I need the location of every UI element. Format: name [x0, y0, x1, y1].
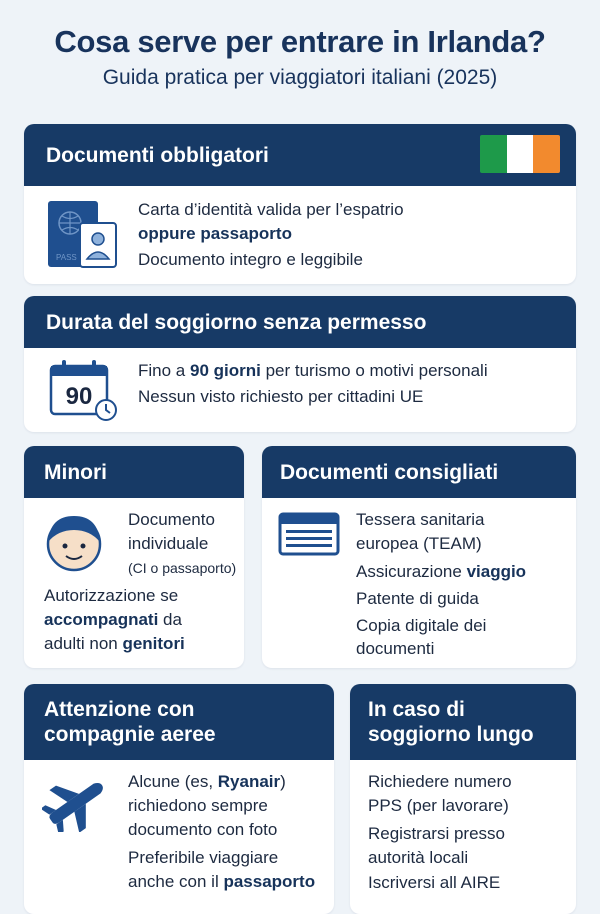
minori-line-1: Documento	[128, 510, 215, 529]
passport-label: PASS	[56, 253, 77, 262]
doc-line-3: Documento integro e leggibile	[138, 250, 363, 269]
minori-line-3: (CI o passaporto)	[128, 560, 237, 576]
aeree-line-5-bold: passaporto	[223, 872, 316, 891]
page-title: Cosa serve per entrare in Irlanda?	[54, 24, 546, 59]
aeree-line-1-bold: Ryanair	[217, 772, 281, 791]
aeree-line-5-pre: anche con il	[128, 872, 224, 891]
aeree-line-5	[128, 870, 315, 894]
card-documenti-consigliati	[262, 446, 576, 668]
durata-line-1-post: per turismo o motivi personali	[260, 361, 488, 380]
minori-auth-2	[44, 608, 182, 632]
card-heading: Documenti obbligatori	[46, 143, 269, 167]
lungo-line-4: autorità locali	[368, 848, 469, 867]
minori-line-2: individuale	[128, 534, 209, 553]
consigliati-item-2	[356, 560, 526, 584]
card-heading-1: In caso di	[368, 698, 465, 721]
passport-id-icon	[46, 199, 120, 271]
child-face-icon	[42, 510, 106, 574]
card-heading: Minori	[44, 460, 107, 484]
durata-line-1	[138, 359, 488, 383]
consigliati-item-4b: documenti	[356, 639, 435, 658]
minori-auth-3	[44, 632, 185, 656]
card-header	[24, 684, 334, 760]
durata-line-2: Nessun visto richiesto per cittadini UE	[138, 387, 424, 406]
card-heading-1: Attenzione con	[44, 698, 195, 721]
aeree-line-1-pre: Alcune (es,	[128, 772, 218, 791]
consigliati-item-3: Patente di guida	[356, 589, 479, 608]
consigliati-item-1a: Tessera sanitaria	[356, 510, 485, 529]
card-heading-2: soggiorno lungo	[368, 723, 534, 746]
card-soggiorno-lungo	[350, 684, 576, 914]
minori-auth-2-post: da	[158, 610, 182, 629]
doc-line-2	[138, 222, 292, 246]
card-header	[262, 446, 576, 498]
card-durata-soggiorno	[24, 296, 576, 432]
card-heading-2: compagnie aeree	[44, 723, 216, 746]
irish-flag-icon	[480, 135, 560, 173]
durata-line-1-bold: 90 giorni	[189, 361, 261, 380]
card-heading: Durata del soggiorno senza permesso	[46, 310, 427, 334]
card-header	[350, 684, 576, 760]
doc-line-2-bold: oppure passaporto	[138, 224, 292, 243]
minori-auth-3-pre: adulti non	[44, 634, 123, 653]
consigliati-item-2-bold: viaggio	[466, 562, 527, 581]
lungo-line-2: PPS (per lavorare)	[368, 796, 509, 815]
page-subtitle: Guida pratica per viaggiatori italiani (2025)	[102, 66, 498, 89]
durata-line-1-pre: Fino a	[138, 361, 190, 380]
aeree-line-1	[128, 770, 286, 794]
card-minori	[24, 446, 244, 668]
aeree-line-3: documento con foto	[128, 820, 278, 839]
aeree-line-4: Preferibile viaggiare	[128, 848, 279, 867]
minori-auth-2-bold: accompagnati	[44, 610, 159, 629]
card-compagnie-aeree	[24, 684, 334, 914]
consigliati-item-4a: Copia digitale dei	[356, 616, 487, 635]
consigliati-item-2-pre: Assicurazione	[356, 562, 467, 581]
doc-line-1: Carta d’identità valida per l’espatrio	[138, 200, 404, 219]
consigliati-item-1b: europea (TEAM)	[356, 534, 482, 553]
calendar-number: 90	[65, 383, 93, 410]
card-documenti-obbligatori	[24, 124, 576, 284]
card-header	[24, 446, 244, 498]
minori-auth-1: Autorizzazione se	[44, 586, 179, 605]
minori-auth-3-bold: genitori	[122, 634, 185, 653]
aeree-line-1-post: )	[280, 772, 286, 791]
aeree-line-2: richiedono sempre	[128, 796, 268, 815]
airplane-icon	[42, 776, 108, 832]
calendar-icon	[48, 358, 122, 424]
health-card-icon	[278, 512, 340, 556]
card-header	[24, 296, 576, 348]
card-heading: Documenti consigliati	[280, 460, 499, 484]
lungo-line-1: Richiedere numero	[368, 772, 512, 791]
lungo-line-3: Registrarsi presso	[368, 824, 505, 843]
lungo-line-5: Iscriversi all AIRE	[368, 873, 501, 892]
